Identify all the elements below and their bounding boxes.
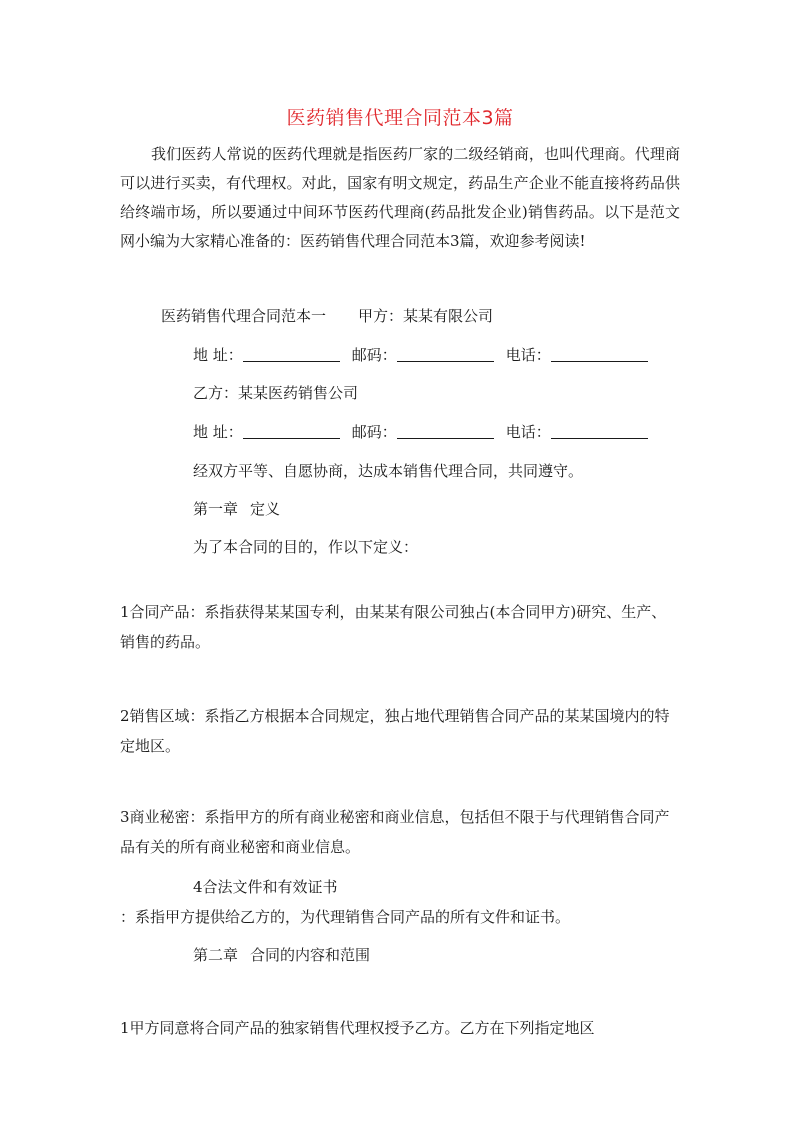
intro-paragraph: 我们医药人常说的医药代理就是指医药厂家的二级经销商，也叫代理商。代理商可以进行买卖，有代理权。对此，国家有明文规定，药品生产企业不能直接将药品供给终端市场，所以要通过中间环节医药代理商(药品批发企业)销售药品。以下是范文网小编为大家精心准备的：医药销售代理合同范本3篇，欢迎参考阅读! [120,145,680,250]
chapter2-heading [193,944,370,965]
chapter1-heading [193,498,280,519]
chapter1-name: 定义 [250,500,281,518]
chapter2-number: 第二章 [193,946,239,964]
clause-1: 1甲方同意将合同产品的独家销售代理权授予乙方。乙方在下列指定地区 [120,1019,595,1037]
address-blank [243,424,340,439]
postcode-blank [397,424,494,439]
party-a-contact-line [193,344,648,365]
postcode-blank [397,347,494,362]
address-label: 地 址： [193,346,243,364]
phone-blank [551,347,648,362]
sample-heading: 医药销售代理合同范本一 [161,307,327,325]
document-title: 医药销售代理合同范本3篇 [286,107,514,129]
phone-blank [551,424,648,439]
chapter2-name: 合同的内容和范围 [250,946,371,964]
phone-label: 电话： [505,423,551,441]
phone-label: 电话： [505,346,551,364]
sample-heading-line [161,305,493,326]
definition-1: 1合同产品：系指获得某某国专利，由某某有限公司独占(本合同甲方)研究、生产、销售的药品。 [120,603,667,651]
definition-4-text: ：系指甲方提供给乙方的，为代理销售合同产品的所有文件和证书。 [120,908,571,926]
chapter1-number: 第一章 [193,500,239,518]
postcode-label: 邮码： [351,423,397,441]
address-label: 地 址： [193,423,243,441]
definition-3: 3商业秘密：系指甲方的所有商业秘密和商业信息，包括但不限于与代理销售合同产品有关的所有商业秘密和商业信息。 [120,808,670,856]
agreement-statement: 经双方平等、自愿协商，达成本销售代理合同，共同遵守。 [193,462,584,480]
party-b: 乙方：某某医药销售公司 [193,384,359,402]
address-blank [243,347,340,362]
party-a: 甲方：某某有限公司 [358,307,494,325]
definition-2: 2销售区域：系指乙方根据本合同规定，独占地代理销售合同产品的某某国境内的特定地区。 [120,707,670,755]
definition-4-term: 4合法文件和有效证书 [193,878,338,896]
definitions-intro: 为了本合同的目的，作以下定义： [193,538,419,556]
postcode-label: 邮码： [351,346,397,364]
party-b-contact-line [193,421,648,442]
